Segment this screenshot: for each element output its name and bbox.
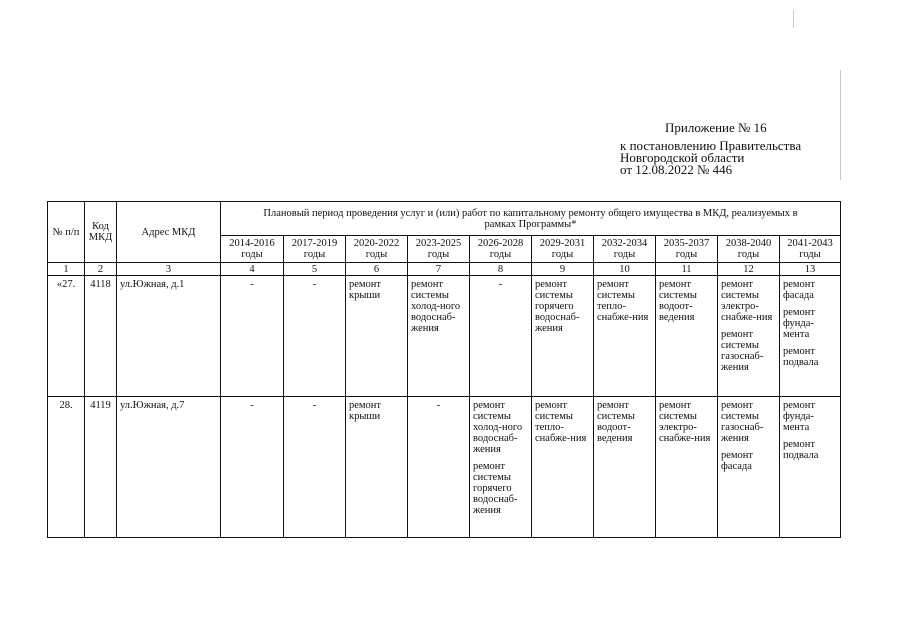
period-cell: [532, 276, 594, 397]
period-cell: [284, 397, 346, 538]
work-item: ремонт системы холод-ного водоснаб-жения: [473, 400, 523, 455]
work-item: ремонт системы тепло-снабже-ния: [535, 400, 587, 444]
column-number-3: 3: [117, 263, 221, 276]
period-cell: [408, 276, 470, 397]
work-item: ремонт системы холод-ного водоснаб-жения: [411, 279, 461, 334]
work-item: -: [312, 279, 317, 290]
header-period-4: 2023-2025 годы: [408, 236, 470, 263]
row-number: «27.: [48, 276, 85, 397]
header-code: Код МКД: [85, 202, 117, 263]
table-row: [48, 397, 841, 538]
period-cell: [780, 397, 841, 538]
work-item: ремонт подвала: [783, 439, 819, 461]
scan-edge-line: [840, 70, 841, 180]
column-number-7: 7: [408, 263, 470, 276]
work-item: ремонт системы электро-снабже-ния: [659, 400, 711, 444]
period-cell: [780, 276, 841, 397]
header-period-1: 2014-2016 годы: [221, 236, 284, 263]
column-number-4: 4: [221, 263, 284, 276]
period-cell: [284, 276, 346, 397]
work-item: ремонт системы водоот-ведения: [597, 400, 635, 444]
work-item: -: [498, 279, 503, 290]
column-number-1: 1: [48, 263, 85, 276]
work-item: ремонт фунда-мента: [783, 307, 816, 340]
period-cell: [594, 397, 656, 538]
header-period-10: 2041-2043 годы: [780, 236, 841, 263]
row-code: 4118: [85, 276, 117, 397]
period-cell: [718, 276, 780, 397]
work-item: -: [436, 400, 441, 411]
header-num: № п/п: [48, 202, 85, 263]
work-item: ремонт системы горячего водоснаб-жения: [473, 461, 518, 516]
work-item: ремонт системы газоснаб-жения: [721, 400, 764, 444]
period-cell: [470, 276, 532, 397]
work-item: ремонт системы водоот-ведения: [659, 279, 697, 323]
header-period-6: 2029-2031 годы: [532, 236, 594, 263]
work-item: ремонт крыши: [349, 279, 382, 301]
period-cell: [346, 276, 408, 397]
capital-repair-table: [47, 201, 841, 538]
work-item: ремонт фасада: [721, 450, 754, 472]
header-period-8: 2035-2037 годы: [656, 236, 718, 263]
work-item: ремонт крыши: [349, 400, 382, 422]
header-address: Адрес МКД: [117, 202, 221, 263]
column-number-2: 2: [85, 263, 117, 276]
column-number-5: 5: [284, 263, 346, 276]
period-cell: [656, 397, 718, 538]
column-number-6: 6: [346, 263, 408, 276]
work-item: ремонт системы горячего водоснаб-жения: [535, 279, 580, 334]
work-item: -: [250, 400, 254, 411]
resolution-line: к постановлению Правительства: [620, 138, 802, 153]
region-line: Новгородской области: [620, 150, 745, 165]
header-period-2: 2017-2019 годы: [284, 236, 346, 263]
work-item: ремонт фасада: [783, 279, 816, 301]
header-plan-period: Плановый период проведения услуг и (или) работ по капитальному ремонту общего имущества в МКД, реализуемых в рамках Программы*: [221, 202, 841, 236]
column-number-12: 12: [718, 263, 780, 276]
work-item: -: [312, 400, 317, 411]
table-row: [48, 276, 841, 397]
header-period-9: 2038-2040 годы: [718, 236, 780, 263]
period-cell: [594, 276, 656, 397]
work-item: ремонт подвала: [783, 346, 819, 368]
column-number-11: 11: [656, 263, 718, 276]
work-item: -: [250, 279, 254, 290]
period-cell: [221, 276, 284, 397]
work-item: ремонт системы газоснаб-жения: [721, 329, 764, 373]
period-cell: [718, 397, 780, 538]
date-line: от 12.08.2022 № 446: [620, 162, 733, 177]
column-number-10: 10: [594, 263, 656, 276]
column-number-13: 13: [780, 263, 841, 276]
period-cell: [656, 276, 718, 397]
work-item: ремонт системы тепло-снабже-ния: [597, 279, 649, 323]
period-cell: [532, 397, 594, 538]
header-period-3: 2020-2022 годы: [346, 236, 408, 263]
period-cell: [346, 397, 408, 538]
header-period-7: 2032-2034 годы: [594, 236, 656, 263]
scan-mark: [793, 10, 794, 28]
work-item: ремонт фунда-мента: [783, 400, 816, 433]
column-number-9: 9: [532, 263, 594, 276]
period-cell: [470, 397, 532, 538]
appendix-title: Приложение № 16: [665, 120, 767, 135]
work-item: ремонт системы электро-снабже-ния: [721, 279, 773, 323]
row-address: ул.Южная, д.1: [117, 276, 221, 397]
period-cell: [221, 397, 284, 538]
column-number-8: 8: [470, 263, 532, 276]
row-address: ул.Южная, д.7: [117, 397, 221, 538]
row-number: 28.: [48, 397, 85, 538]
period-cell: [408, 397, 470, 538]
row-code: 4119: [85, 397, 117, 538]
header-period-5: 2026-2028 годы: [470, 236, 532, 263]
